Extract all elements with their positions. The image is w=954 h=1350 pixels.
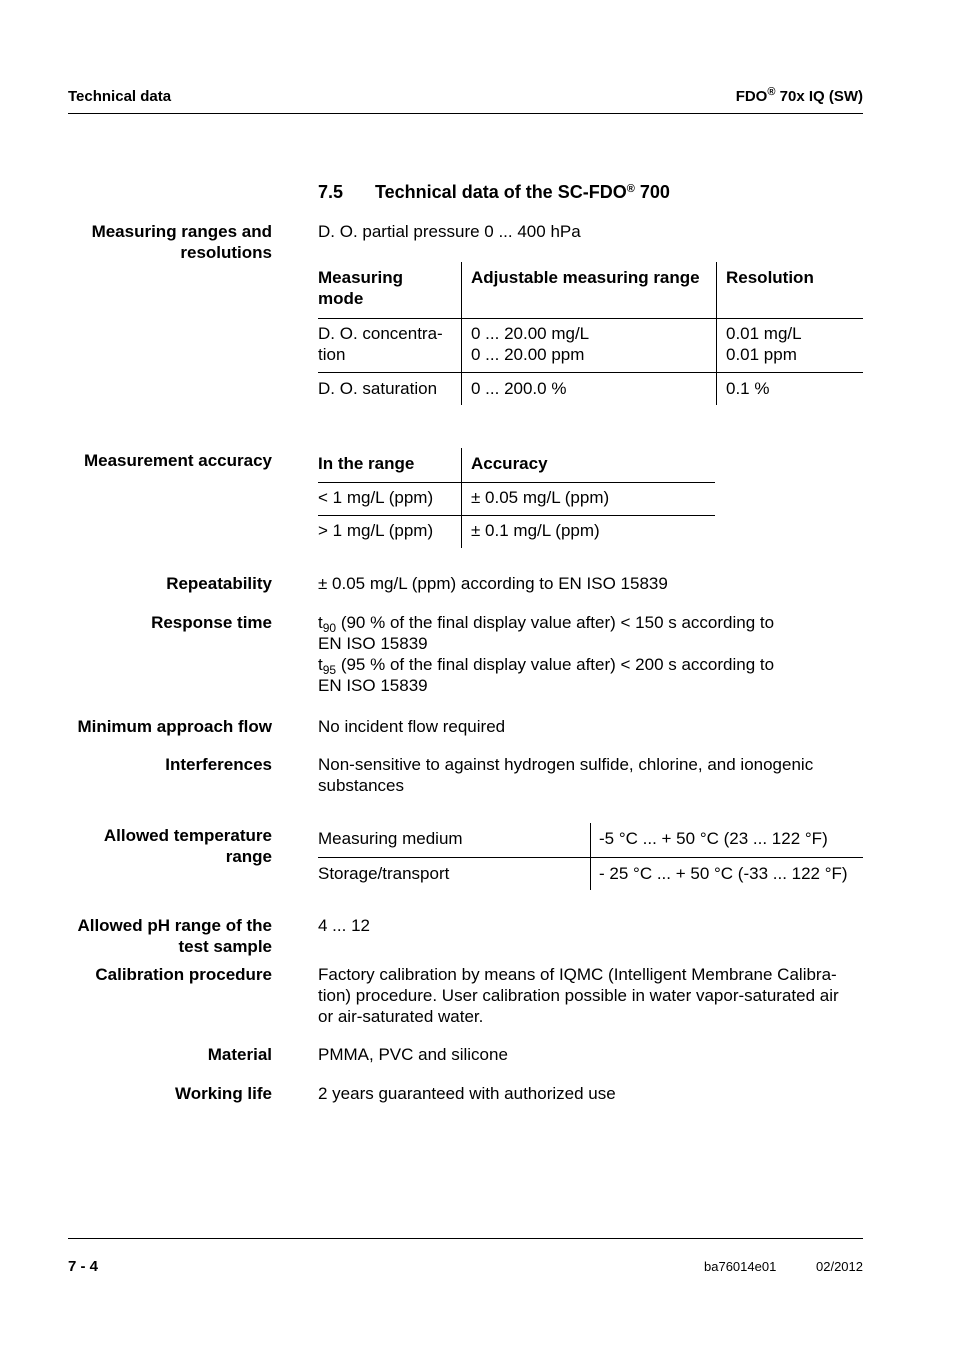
ranges-row1-range-line2: 0 ... 20.00 ppm (471, 344, 585, 364)
document-date: 02/2012 (816, 1259, 863, 1274)
document-id: ba76014e01 (704, 1259, 777, 1274)
ph-label-line2: test sample (178, 937, 272, 956)
ranges-row2-mode: D. O. saturation (318, 372, 462, 405)
temperature-label (40, 825, 272, 867)
header-title: Technical data (68, 88, 172, 105)
response-t90-line (318, 612, 774, 633)
temperature-row2-name: Storage/transport (318, 857, 591, 890)
accuracy-row1-value: ± 0.05 mg/L (ppm) (462, 482, 716, 515)
ph-label (40, 915, 272, 957)
response-t95-line (318, 654, 774, 675)
working-life-label: Working life (175, 1084, 272, 1103)
interferences-label: Interferences (165, 755, 272, 774)
calibration-line1: Factory calibration by means of IQMC (Intelligent Membrane Calibra- (318, 965, 837, 984)
response-t90-symbol: t (318, 613, 323, 632)
repeatability-value: ± 0.05 mg/L (ppm) according to EN ISO 15839 (318, 574, 668, 593)
temperature-label-line1: Allowed temperature (103, 826, 272, 845)
ranges-row1-mode-line2: tion (318, 344, 346, 364)
calibration-line3: or air-saturated water. (318, 1007, 484, 1026)
table-row (318, 318, 863, 372)
section-title-text: Technical data of the SC-FDO (375, 182, 627, 202)
section-number: 7.5 (318, 182, 344, 202)
ranges-label-line2: resolutions (180, 243, 272, 262)
header-rule (68, 113, 863, 114)
ranges-header-mode-line2: mode (318, 289, 364, 308)
ranges-label (40, 221, 272, 263)
ranges-row1-mode-line1: D. O. concentra- (318, 323, 443, 343)
repeatability-label: Repeatability (166, 574, 272, 593)
interferences-value (318, 754, 813, 796)
calibration-value (318, 964, 839, 1027)
ph-label-line1: Allowed pH range of the (77, 916, 272, 935)
response-t95-symbol: t (318, 655, 323, 674)
ranges-intro: D. O. partial pressure 0 ... 400 hPa (318, 222, 581, 241)
table-row (318, 515, 715, 548)
ranges-row1-range-line1: 0 ... 20.00 mg/L (471, 323, 590, 343)
table-row (318, 823, 863, 857)
response-t95-sub: 95 (322, 663, 337, 677)
footer-rule (68, 1238, 863, 1239)
response-t90-sub: 90 (322, 621, 337, 635)
ranges-row2-range: 0 ... 200.0 % (462, 372, 717, 405)
header-product-name: FDO (735, 88, 768, 105)
interferences-line2: substances (318, 776, 404, 795)
temperature-table (318, 823, 863, 890)
approach-flow-value: No incident flow required (318, 717, 506, 736)
response-value (318, 612, 774, 696)
response-t95-text: (95 % of the final display value after) < 200 s according to (336, 655, 775, 674)
temperature-row2-value: - 25 °C ... + 50 °C (-33 ... 122 °F) (599, 863, 848, 883)
ranges-table (318, 262, 863, 405)
ranges-row1-res-line2: 0.01 ppm (726, 344, 797, 364)
accuracy-label: Measurement accuracy (83, 451, 272, 470)
header-product-suffix: 70x IQ (SW) (775, 88, 863, 105)
ranges-header-row (318, 262, 863, 318)
accuracy-table (318, 448, 715, 548)
calibration-label: Calibration procedure (95, 965, 272, 984)
accuracy-row2-value: ± 0.1 mg/L (ppm) (471, 520, 600, 540)
accuracy-row1-range: < 1 mg/L (ppm) (318, 482, 462, 515)
header-product (736, 86, 863, 107)
page-number: 7 - 4 (68, 1258, 99, 1275)
material-label: Material (207, 1045, 272, 1064)
table-row (318, 372, 863, 405)
calibration-line2: tion) procedure. User calibration possible in water vapor-saturated air (318, 986, 839, 1005)
accuracy-header-range: In the range (318, 448, 462, 482)
accuracy-header-accuracy: Accuracy (462, 448, 716, 482)
section-registered-mark: ® (626, 183, 635, 195)
ranges-row2-resolution: 0.1 % (726, 378, 770, 398)
table-row (318, 482, 715, 515)
response-t95-line2: EN ISO 15839 (318, 676, 428, 695)
ranges-label-line1: Measuring ranges and (91, 222, 272, 241)
material-value: PMMA, PVC and silicone (318, 1045, 508, 1064)
ranges-row1-mode (318, 318, 462, 372)
response-t90-text: (90 % of the final display value after) < 150 s according to (336, 613, 775, 632)
temperature-row1-name: Measuring medium (318, 823, 591, 857)
approach-flow-label: Minimum approach flow (77, 717, 272, 736)
response-t90-line2: EN ISO 15839 (318, 634, 428, 653)
working-life-value: 2 years guaranteed with authorized use (318, 1084, 616, 1103)
ranges-header-mode (318, 262, 462, 318)
section-title (375, 182, 670, 203)
table-row (318, 857, 863, 890)
interferences-line1: Non-sensitive to against hydrogen sulfide, chlorine, and ionogenic (318, 755, 814, 774)
ranges-row1-res-line1: 0.01 mg/L (726, 323, 802, 343)
ranges-row1-resolution (717, 318, 864, 372)
temperature-label-line2: range (225, 847, 272, 866)
ranges-header-mode-line1: Measuring (318, 268, 404, 287)
section-title-suffix: 700 (634, 182, 670, 202)
accuracy-header-row (318, 448, 715, 482)
accuracy-row2-range: > 1 mg/L (ppm) (318, 515, 462, 548)
ranges-header-range: Adjustable measuring range (462, 262, 717, 318)
ranges-header-resolution: Resolution (717, 262, 864, 318)
ranges-row1-range (462, 318, 717, 372)
response-label: Response time (151, 613, 272, 632)
registered-mark: ® (767, 86, 776, 98)
temperature-row1-value: -5 °C ... + 50 °C (23 ... 122 °F) (591, 823, 864, 857)
ph-value: 4 ... 12 (318, 916, 370, 935)
